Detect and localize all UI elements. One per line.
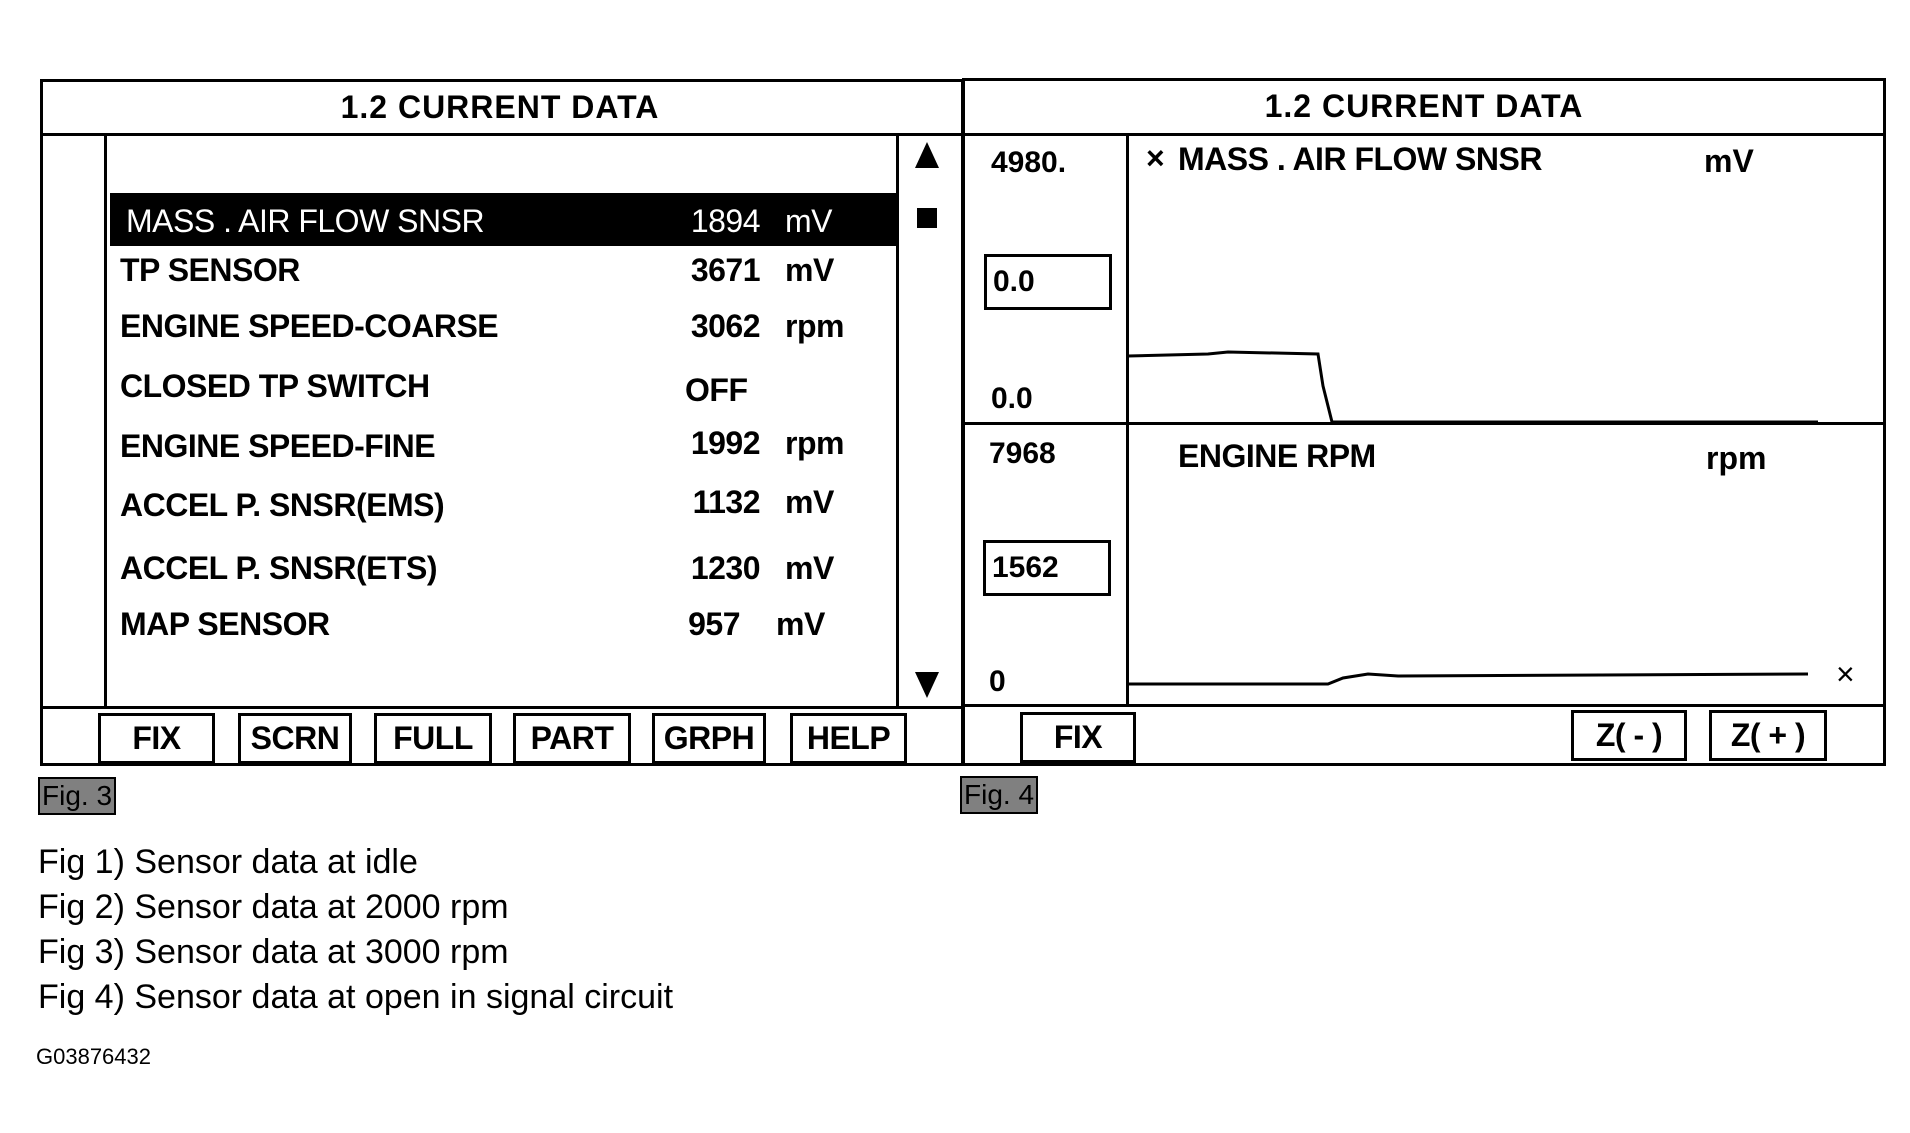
row-value: OFF [685,372,748,408]
row-unit: rpm [785,308,844,344]
row-value: 1894 [690,203,760,239]
row-label: ACCEL P. SNSR(ETS) [120,550,437,586]
caption-line: Fig 2) Sensor data at 2000 rpm [38,888,509,926]
graph-end-marker-icon: × [1836,656,1855,692]
row-value: 1992 [690,425,760,461]
graph-trace [1128,340,1818,424]
zoom-in-button[interactable]: Z( + ) [1709,710,1827,761]
graph-max-label: 7968 [989,437,1056,470]
row-unit: mV [776,606,825,642]
graph-current-value: 1562 [983,540,1111,596]
row-label: CLOSED TP SWITCH [120,368,430,404]
row-value: 1132 [692,484,760,520]
fig-3-tag: Fig. 3 [38,777,116,815]
graph-marker-icon: × [1146,140,1165,176]
row-label: ENGINE SPEED-FINE [120,428,436,464]
row-unit: mV [785,484,834,520]
row-label: TP SENSOR [120,252,300,288]
graph-title: ENGINE RPM [1178,438,1376,474]
caption-line: Fig 1) Sensor data at idle [38,843,418,881]
row-label: MASS . AIR FLOW SNSR [126,203,485,239]
scroll-up-arrow-icon[interactable] [915,142,939,168]
row-unit: mV [785,550,834,586]
scrn-button[interactable]: SCRN [238,713,352,764]
graph-unit: mV [1704,143,1754,179]
graph-current-value: 0.0 [984,254,1112,310]
fix-button[interactable]: FIX [1020,712,1136,763]
scroll-thumb[interactable] [917,208,937,228]
row-unit: rpm [785,425,844,461]
figure-code: G03876432 [36,1044,151,1069]
zoom-out-button[interactable]: Z( - ) [1571,710,1687,761]
graph-min-label: 0 [989,665,1006,698]
graph-title: MASS . AIR FLOW SNSR [1178,141,1542,177]
fig-4-tag: Fig. 4 [960,776,1038,814]
row-label: ACCEL P. SNSR(EMS) [120,487,445,523]
graph-min-label: 0.0 [991,382,1033,415]
row-unit: mV [785,252,834,288]
caption-line: Fig 3) Sensor data at 3000 rpm [38,933,509,971]
row-value: 3671 [690,252,760,288]
right-panel-title: 1.2 CURRENT DATA [1264,88,1584,124]
graph-trace [1128,660,1828,690]
full-button[interactable]: FULL [374,713,492,764]
row-value: 957 [688,606,740,642]
scroll-down-arrow-icon[interactable] [915,672,939,698]
caption-line: Fig 4) Sensor data at open in signal circuit [38,978,674,1016]
part-button[interactable]: PART [513,713,631,764]
graph-unit: rpm [1706,440,1767,476]
left-panel-title: 1.2 CURRENT DATA [340,89,660,125]
row-label: MAP SENSOR [120,606,330,642]
grph-button[interactable]: GRPH [652,713,766,764]
row-label: ENGINE SPEED-COARSE [120,308,499,344]
row-value: 3062 [690,308,760,344]
fix-button[interactable]: FIX [98,713,215,764]
graph-max-label: 4980. [991,146,1067,179]
help-button[interactable]: HELP [790,713,907,764]
row-unit: mV [785,203,832,239]
row-value: 1230 [690,550,760,586]
